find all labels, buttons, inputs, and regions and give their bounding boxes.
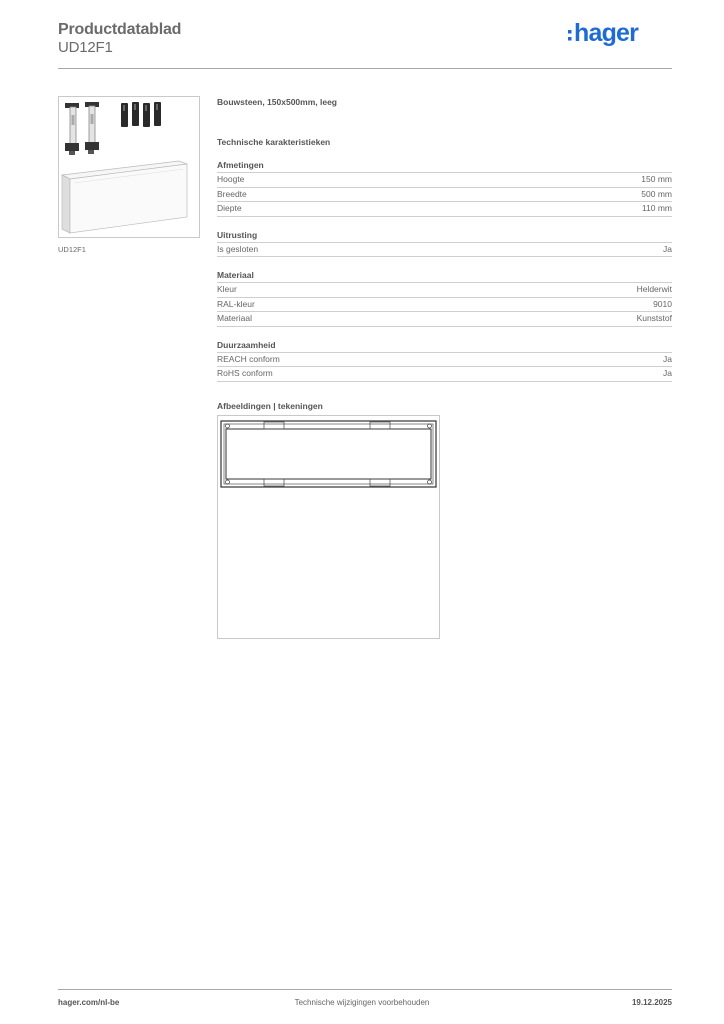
spec-row (217, 243, 672, 258)
spec-row (217, 173, 672, 188)
spec-value: Ja (663, 243, 672, 254)
product-code: UD12F1 (58, 39, 113, 56)
spec-value: 110 mm (641, 203, 672, 213)
spec-label: REACH conform (217, 353, 280, 364)
spec-group-title: Afmetingen (217, 160, 672, 173)
spec-column (217, 97, 672, 413)
spec-label: Diepte (217, 203, 242, 213)
spec-group-title: Materiaal (217, 270, 672, 283)
footer-notice: Technische wijzigingen voorbehouden (294, 998, 430, 1007)
logo-text: hager (574, 19, 639, 47)
spec-row (217, 367, 672, 382)
spec-group (217, 160, 672, 217)
hager-logo (566, 14, 658, 48)
spec-group-title: Uitrusting (217, 230, 672, 243)
product-photo (58, 96, 200, 238)
header-divider (58, 68, 672, 69)
spec-value: 500 mm (641, 188, 672, 199)
spec-value: Kunststof (636, 313, 672, 323)
spec-label: Hoogte (217, 174, 245, 184)
spec-label: Is gesloten (217, 243, 259, 254)
section-title: Technische karakteristieken (217, 137, 331, 147)
enclosure-box-icon (62, 161, 187, 233)
spec-label: Materiaal (217, 313, 252, 323)
spec-value: 150 mm (641, 174, 672, 184)
mounting-bracket-icon (65, 103, 79, 155)
spec-row (217, 298, 672, 313)
spec-label: RoHS conform (217, 368, 273, 378)
spec-row (217, 202, 672, 217)
spec-row (217, 188, 672, 203)
spec-group (217, 230, 672, 258)
spec-row (217, 312, 672, 327)
spec-value: Helderwit (636, 284, 672, 294)
spec-value: 9010 (653, 298, 672, 309)
spec-group (217, 270, 672, 327)
clip-icon (121, 102, 161, 127)
footer-date: 19.12.2025 (631, 998, 672, 1007)
spec-row (217, 353, 672, 368)
spec-label: RAL-kleur (217, 298, 255, 309)
spec-group (217, 340, 672, 382)
footer-website-link[interactable]: hager.com/nl-be (58, 998, 120, 1007)
technical-drawing (217, 415, 440, 639)
photo-caption: UD12F1 (58, 245, 86, 254)
spec-value: Ja (663, 353, 672, 364)
mounting-bracket-icon (85, 102, 99, 154)
product-description: Bouwsteen, 150x500mm, leeg (217, 97, 338, 107)
spec-group-title: Duurzaamheid (217, 340, 672, 353)
footer-divider (58, 989, 672, 990)
drawings-title: Afbeeldingen | tekeningen (217, 400, 323, 411)
document-title: Productdatablad (58, 21, 182, 38)
spec-label: Kleur (217, 284, 237, 294)
spec-row (217, 283, 672, 298)
spec-label: Breedte (217, 188, 247, 199)
drawing-front-view (221, 421, 436, 487)
spec-value: Ja (663, 368, 672, 378)
